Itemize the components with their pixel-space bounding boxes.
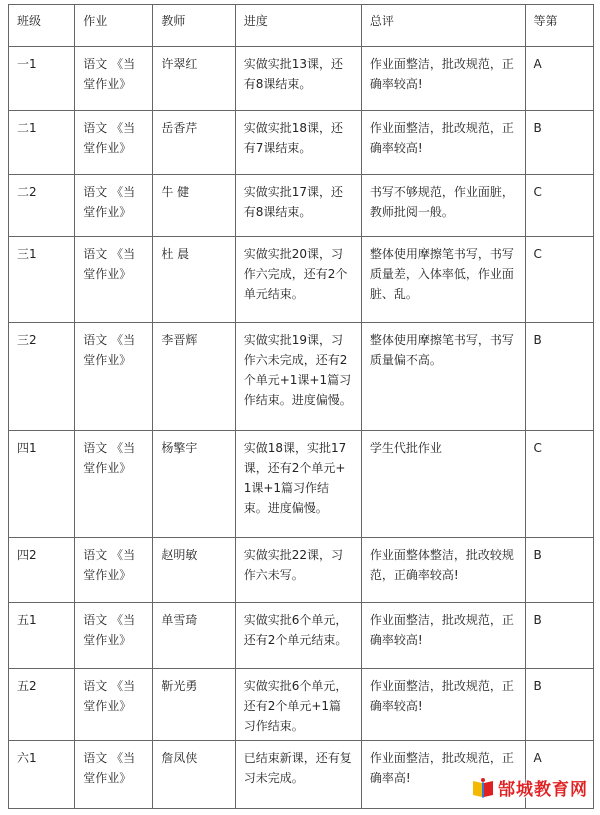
header-grade: 等第 bbox=[525, 5, 593, 47]
header-teacher: 教师 bbox=[153, 5, 235, 47]
table-row bbox=[9, 175, 594, 237]
cell-progress: 实做实批18课，还有7课结束。 bbox=[235, 111, 361, 175]
cell-class: 四2 bbox=[9, 538, 75, 603]
cell-class: 三2 bbox=[9, 323, 75, 431]
table-row bbox=[9, 431, 594, 538]
cell-teacher: 许翠红 bbox=[153, 47, 235, 111]
header-row bbox=[9, 5, 594, 47]
table-row bbox=[9, 47, 594, 111]
cell-teacher: 杜 晨 bbox=[153, 237, 235, 323]
cell-progress: 实做实批6个单元，还有2个单元结束。 bbox=[235, 603, 361, 669]
table-row bbox=[9, 741, 594, 809]
cell-review: 书写不够规范，作业面脏，教师批阅一般。 bbox=[361, 175, 525, 237]
cell-class: 一1 bbox=[9, 47, 75, 111]
cell-review: 作业面整洁，批改规范，正确率较高! bbox=[361, 111, 525, 175]
table-row bbox=[9, 603, 594, 669]
cell-grade: B bbox=[525, 669, 593, 741]
cell-work: 语文 《当堂作业》 bbox=[75, 669, 153, 741]
cell-progress: 实做实批20课，习作六完成，还有2个单元结束。 bbox=[235, 237, 361, 323]
cell-work: 语文 《当堂作业》 bbox=[75, 111, 153, 175]
cell-grade: C bbox=[525, 175, 593, 237]
cell-review: 作业面整洁，批改规范，正确率高! bbox=[361, 741, 525, 809]
cell-progress: 实做实批19课，习作六未完成，还有2个单元+1课+1篇习作结束。进度偏慢。 bbox=[235, 323, 361, 431]
cell-teacher: 牛 健 bbox=[153, 175, 235, 237]
cell-review: 整体使用摩擦笔书写，书写质量差，入体率低，作业面脏、乱。 bbox=[361, 237, 525, 323]
cell-progress: 实做实批17课，还有8课结束。 bbox=[235, 175, 361, 237]
cell-teacher: 詹凤侠 bbox=[153, 741, 235, 809]
cell-progress: 实做18课，实批17课，还有2个单元+1课+1篇习作结束。进度偏慢。 bbox=[235, 431, 361, 538]
cell-grade: A bbox=[525, 47, 593, 111]
cell-teacher: 岳香芹 bbox=[153, 111, 235, 175]
cell-review: 作业面整体整洁，批改较规范，正确率较高! bbox=[361, 538, 525, 603]
table-row bbox=[9, 323, 594, 431]
cell-review: 学生代批作业 bbox=[361, 431, 525, 538]
cell-review: 作业面整洁，批改规范，正确率较高! bbox=[361, 47, 525, 111]
cell-work: 语文 《当堂作业》 bbox=[75, 47, 153, 111]
header-review: 总评 bbox=[361, 5, 525, 47]
cell-teacher: 李晋辉 bbox=[153, 323, 235, 431]
cell-class: 六1 bbox=[9, 741, 75, 809]
table-body bbox=[9, 47, 594, 809]
cell-progress: 实做实批6个单元，还有2个单元+1篇习作结束。 bbox=[235, 669, 361, 741]
cell-grade: C bbox=[525, 431, 593, 538]
cell-grade: C bbox=[525, 237, 593, 323]
watermark-text: 郜城教育网 bbox=[498, 780, 588, 800]
cell-review: 作业面整洁，批改规范，正确率较高! bbox=[361, 603, 525, 669]
cell-work: 语文 《当堂作业》 bbox=[75, 538, 153, 603]
cell-work: 语文 《当堂作业》 bbox=[75, 431, 153, 538]
cell-teacher: 单雪琦 bbox=[153, 603, 235, 669]
table-row bbox=[9, 669, 594, 741]
cell-teacher: 靳光勇 bbox=[153, 669, 235, 741]
cell-grade: B bbox=[525, 323, 593, 431]
cell-grade: B bbox=[525, 538, 593, 603]
cell-class: 三1 bbox=[9, 237, 75, 323]
cell-review: 作业面整洁，批改规范，正确率较高! bbox=[361, 669, 525, 741]
table-row bbox=[9, 111, 594, 175]
cell-grade: B bbox=[525, 603, 593, 669]
cell-work: 语文 《当堂作业》 bbox=[75, 237, 153, 323]
cell-class: 二2 bbox=[9, 175, 75, 237]
table-row bbox=[9, 538, 594, 603]
table-row bbox=[9, 237, 594, 323]
cell-progress: 实做实批22课，习作六未写。 bbox=[235, 538, 361, 603]
cell-teacher: 杨擎宇 bbox=[153, 431, 235, 538]
cell-class: 五1 bbox=[9, 603, 75, 669]
cell-class: 二1 bbox=[9, 111, 75, 175]
cell-teacher: 赵明敏 bbox=[153, 538, 235, 603]
cell-work: 语文 《当堂作业》 bbox=[75, 323, 153, 431]
header-work: 作业 bbox=[75, 5, 153, 47]
cell-review: 整体使用摩擦笔书写，书写质量偏不高。 bbox=[361, 323, 525, 431]
cell-class: 四1 bbox=[9, 431, 75, 538]
cell-work: 语文 《当堂作业》 bbox=[75, 175, 153, 237]
cell-progress: 已结束新课，还有复习未完成。 bbox=[235, 741, 361, 809]
cell-grade: B bbox=[525, 111, 593, 175]
table-header bbox=[9, 5, 594, 47]
cell-work: 语文 《当堂作业》 bbox=[75, 741, 153, 809]
cell-progress: 实做实批13课，还有8课结束。 bbox=[235, 47, 361, 111]
cell-class: 五2 bbox=[9, 669, 75, 741]
cell-grade: A bbox=[525, 741, 593, 809]
cell-work: 语文 《当堂作业》 bbox=[75, 603, 153, 669]
header-progress: 进度 bbox=[235, 5, 361, 47]
header-class: 班级 bbox=[9, 5, 75, 47]
homework-evaluation-table bbox=[8, 4, 594, 809]
